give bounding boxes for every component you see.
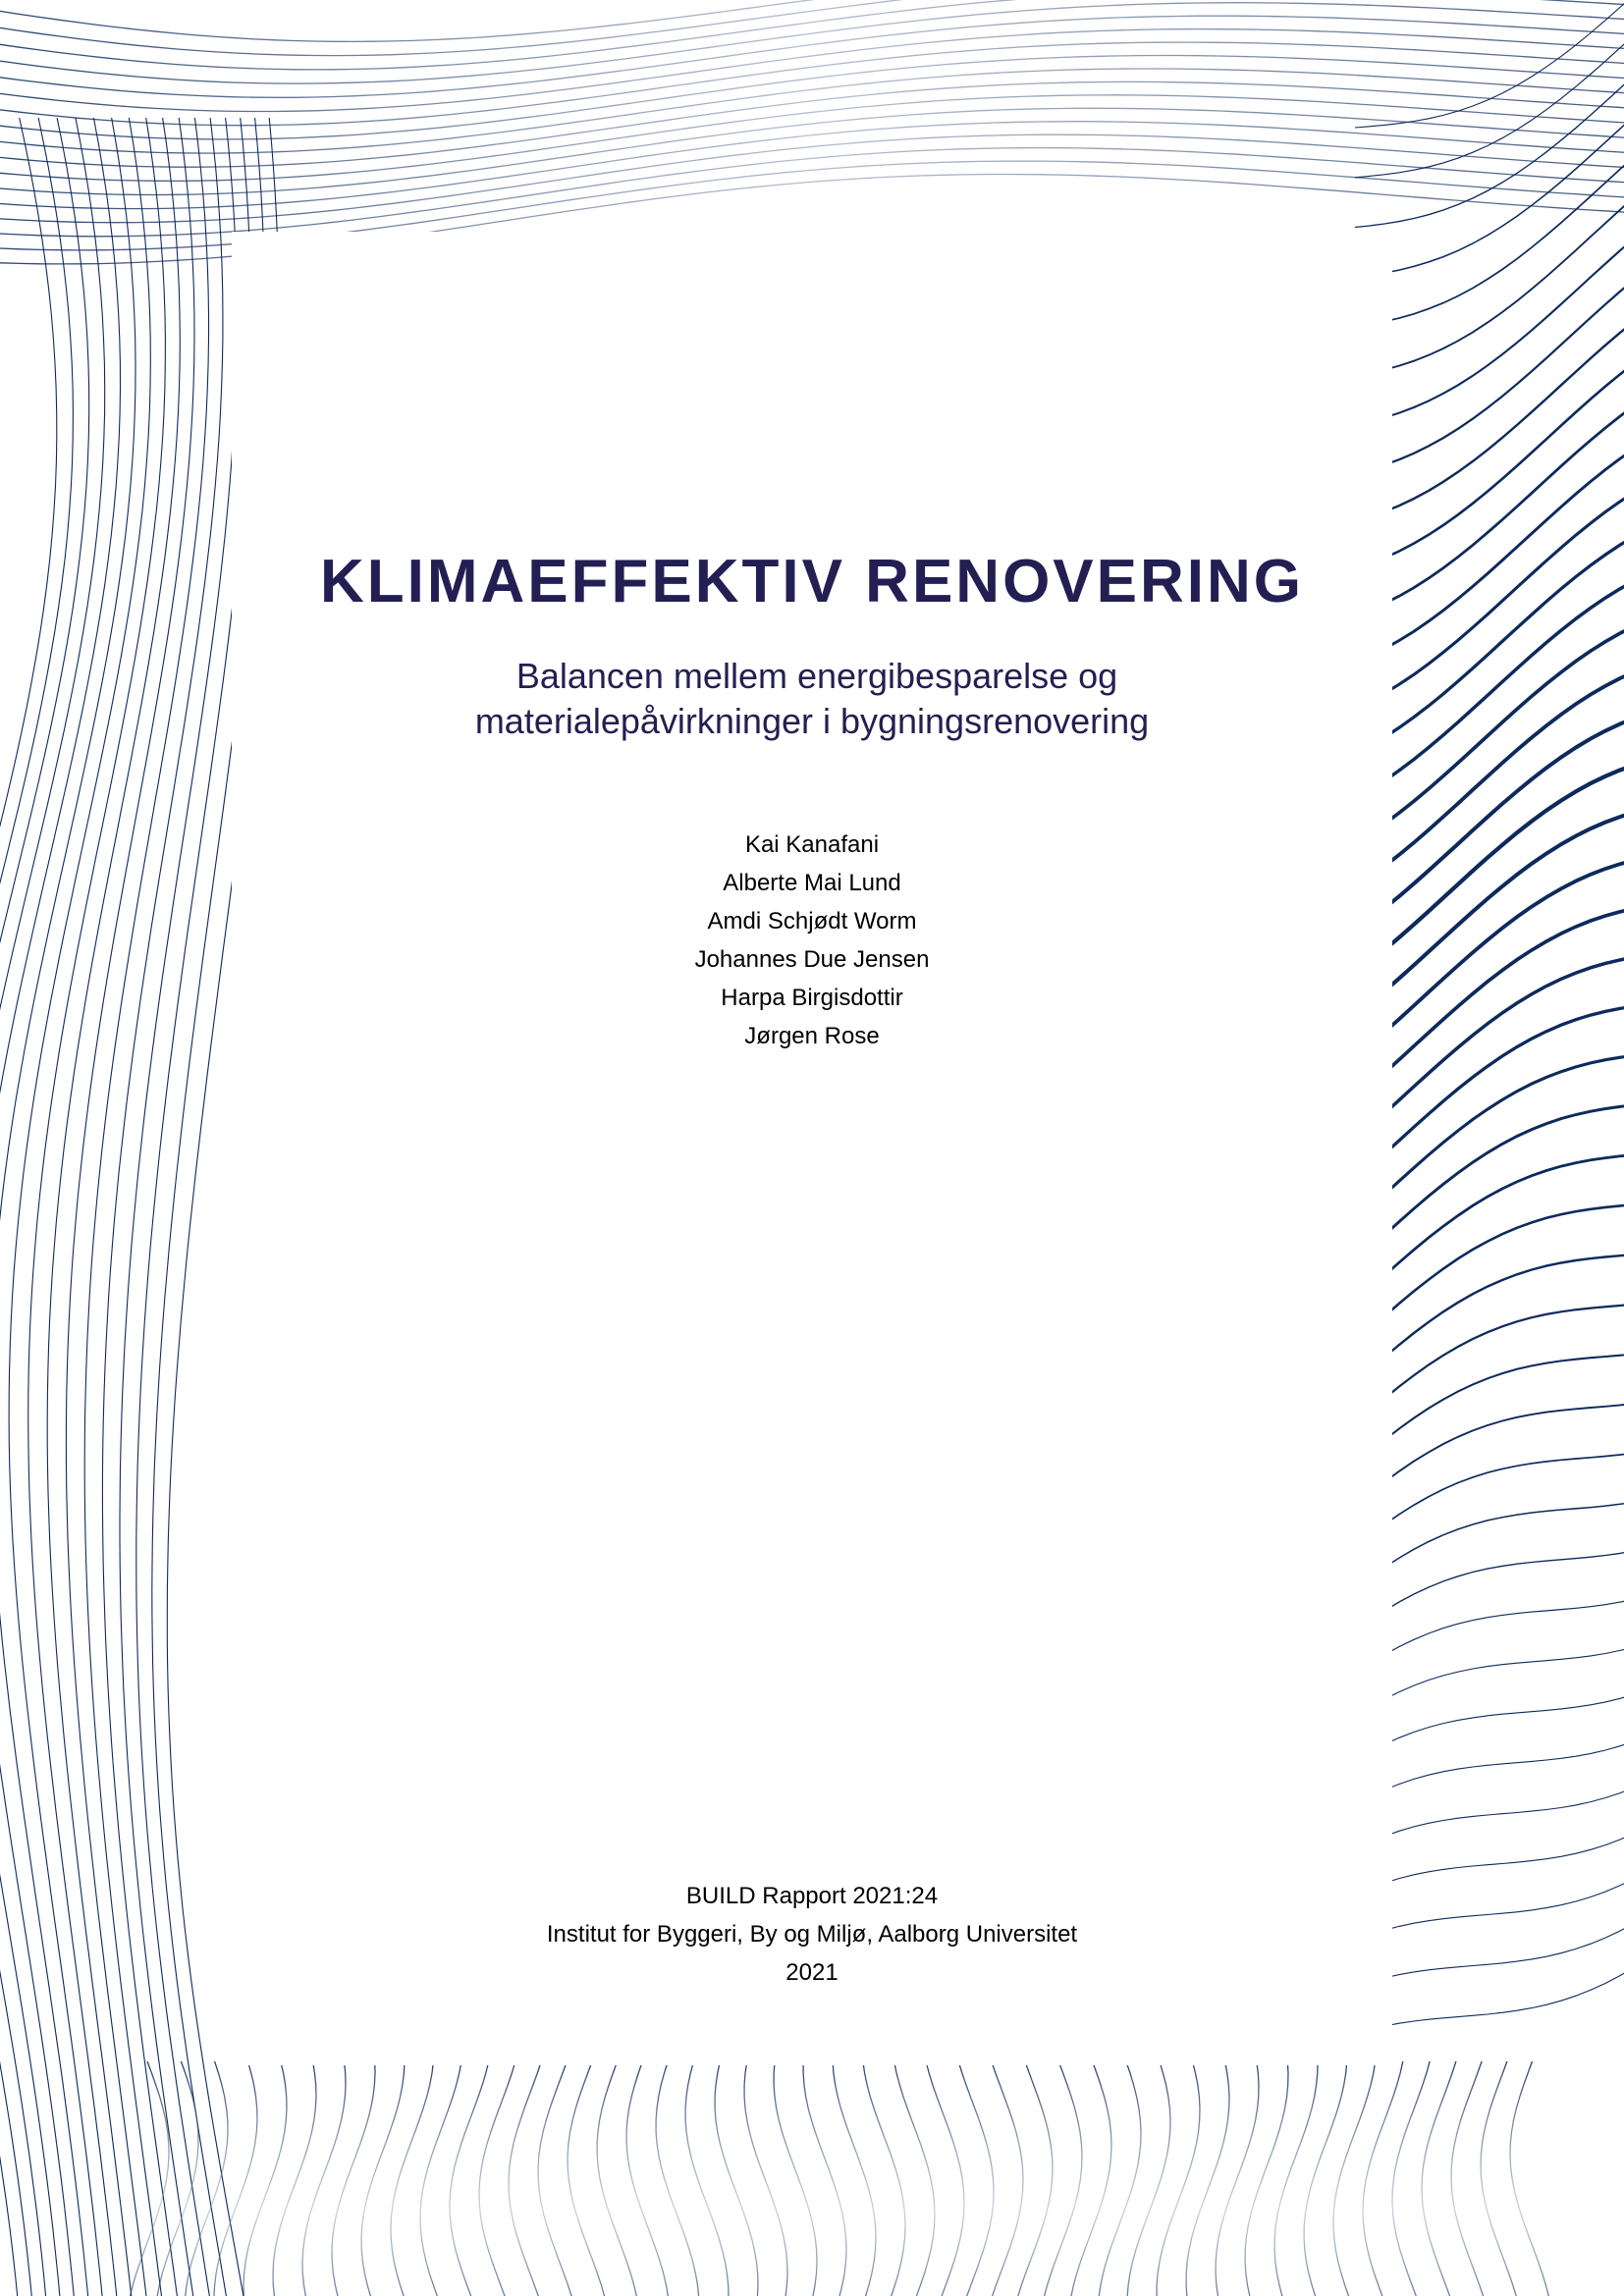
bottom-wave-line xyxy=(479,2061,515,2296)
bottom-wave-line xyxy=(958,2061,994,2296)
bottom-wave-line xyxy=(1127,2061,1170,2296)
bottom-wave-line xyxy=(1245,2061,1288,2296)
right-wave-line xyxy=(1355,1595,1624,1674)
right-wave-line xyxy=(1355,1451,1624,1548)
bottom-wave-band xyxy=(128,2061,1551,2296)
bottom-wave-line xyxy=(1186,2061,1229,2296)
right-wave-line xyxy=(1355,1735,1624,1805)
bottom-wave-line xyxy=(1510,2061,1551,2296)
right-wave-line xyxy=(1355,1153,1624,1303)
bottom-wave-line xyxy=(1042,2061,1082,2296)
bottom-wave-line xyxy=(744,2061,787,2296)
institution-name: Institut for Byggeri, By og Miljø, Aalborg Universitet xyxy=(546,1921,1078,1948)
top-wave-line xyxy=(0,29,1624,112)
bottom-wave-line xyxy=(538,2061,575,2296)
bottom-wave-line xyxy=(1481,2061,1520,2296)
report-number: BUILD Rapport 2021:24 xyxy=(685,1883,939,1909)
bottom-wave-line xyxy=(715,2061,758,2296)
bottom-wave-line xyxy=(926,2061,964,2296)
right-wave-line xyxy=(1355,1303,1624,1423)
bottom-wave-line xyxy=(302,2061,346,2296)
right-wave-line xyxy=(1355,184,1624,375)
bottom-wave-line xyxy=(1304,2061,1347,2296)
top-wave-line xyxy=(0,16,1624,97)
bottom-wave-line xyxy=(1392,2061,1430,2296)
bottom-wave-line xyxy=(1069,2061,1111,2296)
bottom-wave-line xyxy=(626,2061,670,2296)
bottom-wave-line xyxy=(568,2061,608,2296)
author-name: Jørgen Rose xyxy=(744,1023,880,1049)
bottom-wave-line xyxy=(1333,2061,1376,2296)
bottom-wave-line xyxy=(656,2061,699,2296)
bottom-wave-line xyxy=(244,2061,287,2296)
bottom-wave-line xyxy=(273,2061,316,2296)
bottom-wave-line xyxy=(128,2061,169,2296)
right-wave-line xyxy=(1355,1254,1624,1384)
author-name: Kai Kanafani xyxy=(744,831,880,858)
subtitle-line-2: materialepåvirkninger i bygningsrenovering xyxy=(474,701,1150,741)
bottom-wave-line xyxy=(894,2061,935,2296)
top-wave-line xyxy=(0,3,1624,83)
right-wave-line xyxy=(1355,1781,1624,1849)
bottom-wave-line xyxy=(1363,2061,1403,2296)
bottom-wave-line xyxy=(450,2061,489,2296)
bottom-wave-line xyxy=(803,2061,846,2296)
bottom-wave-line xyxy=(1216,2061,1259,2296)
author-name: Harpa Birgisdottir xyxy=(721,985,903,1011)
author-name: Amdi Schjødt Worm xyxy=(707,908,917,934)
right-wave-line xyxy=(1355,0,1624,128)
publication-year: 2021 xyxy=(785,1959,839,1986)
author-name: Johannes Due Jensen xyxy=(694,946,930,973)
top-wave-line xyxy=(0,0,1624,56)
bottom-wave-line xyxy=(863,2061,905,2296)
report-footer xyxy=(0,1877,1624,1992)
bottom-wave-line xyxy=(774,2061,817,2296)
bottom-wave-line xyxy=(391,2061,433,2296)
report-title: KLIMAEFFEKTIV RENOVERING xyxy=(319,548,1305,615)
cover-content-panel xyxy=(232,232,1392,2065)
report-subtitle xyxy=(0,654,1624,744)
bottom-wave-line xyxy=(509,2061,542,2296)
top-wave-line xyxy=(0,95,1624,182)
subtitle-line-1: Balancen mellem energibesparelse og xyxy=(515,656,1118,696)
author-name: Alberte Mai Lund xyxy=(723,870,901,896)
bottom-wave-line xyxy=(332,2061,375,2296)
bottom-wave-line xyxy=(1157,2061,1200,2296)
author-list xyxy=(0,826,1624,1055)
bottom-wave-line xyxy=(833,2061,876,2296)
right-wave-line xyxy=(1355,267,1624,473)
right-wave-line xyxy=(1355,1402,1624,1506)
right-wave-line xyxy=(1355,1499,1624,1589)
bottom-wave-line xyxy=(1014,2061,1053,2296)
right-wave-line xyxy=(1355,1689,1624,1761)
bottom-wave-line xyxy=(1274,2061,1318,2296)
